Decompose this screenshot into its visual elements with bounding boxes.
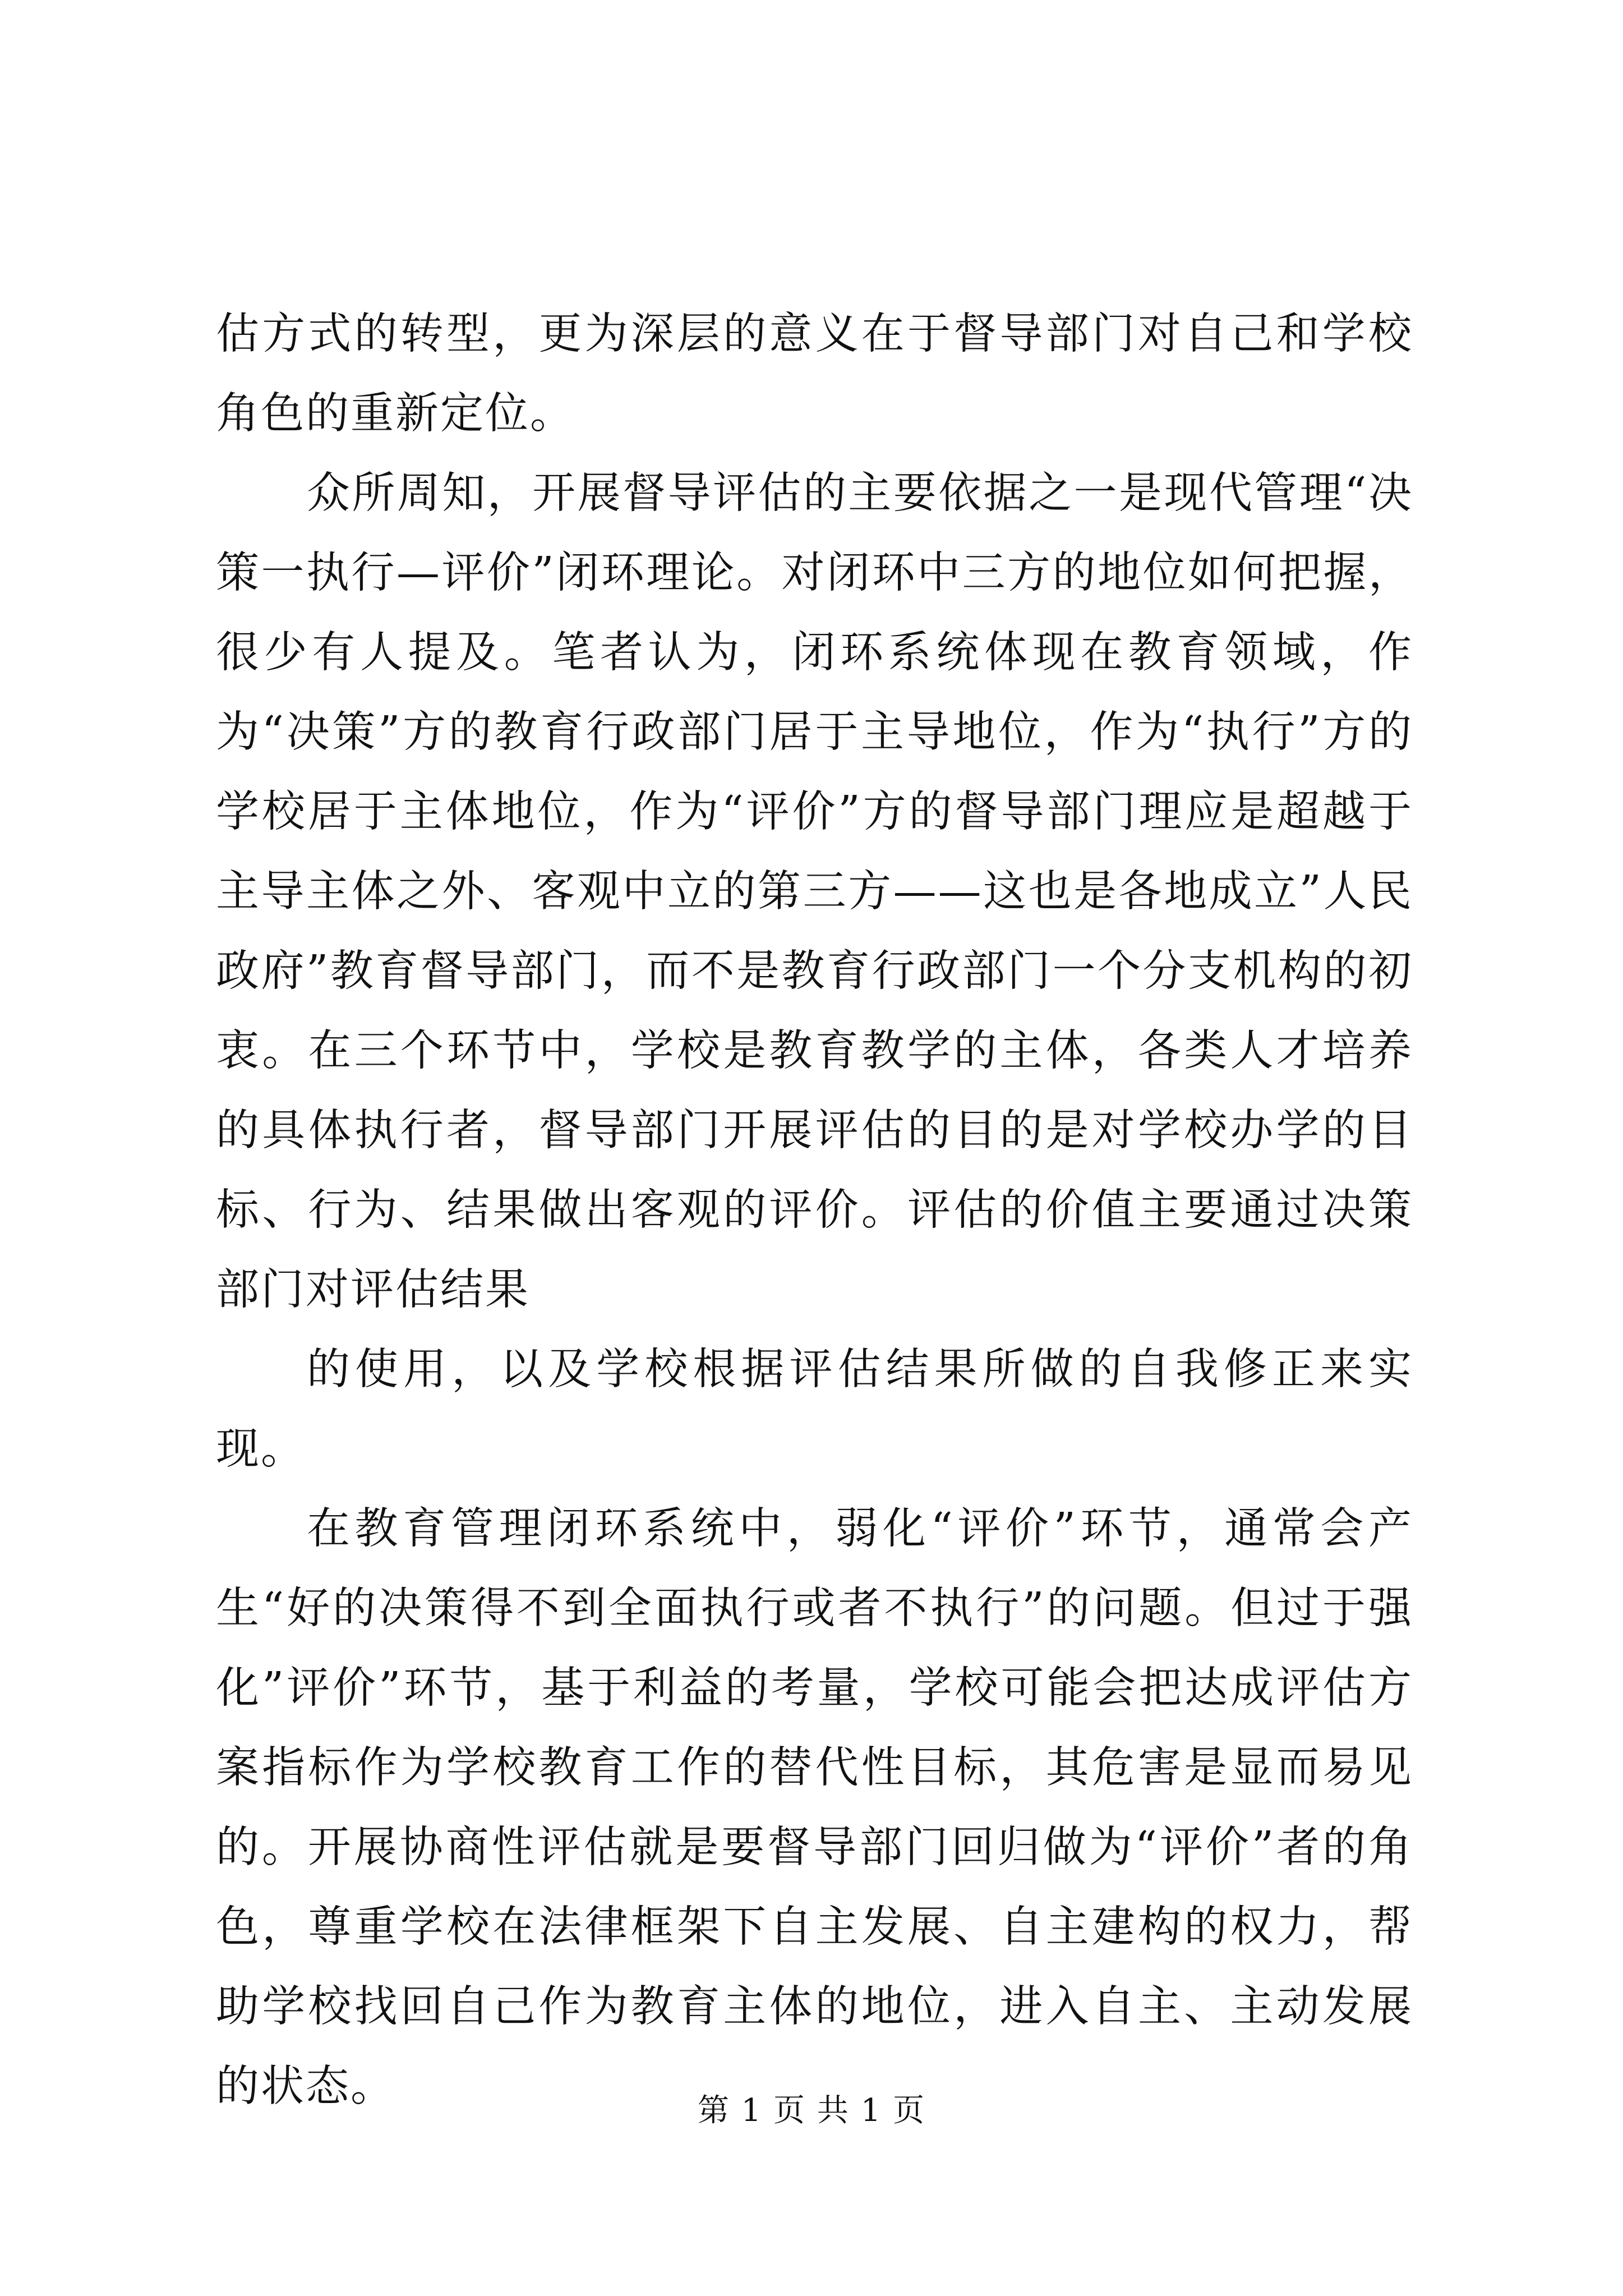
document-body [216,295,1413,2127]
paragraph-closed-loop-theory: 众所周知，开展督导评估的主要依据之一是现代管理“决策一执行—评价”闭环理论。对闭环中三方的地位如何把握，很少有人提及。笔者认为，闭环系统体现在教育领域，作为“决策”方的教育行政部门居于主导地位，作为“执行”方的学校居于主体地位，作为“评价”方的督导部门理应是超越于主导主体之外、客观中立的第三方——这也是各地成立”人民政府”教育督导部门，而不是教育行政部门一个分支机构的初衷。在三个环节中，学校是教育教学的主体，各类人才培养的具体执行者，督导部门开展评估的目的是对学校办学的目标、行为、结果做出客观的评价。评估的价值主要通过决策部门对评估结果 [216,468,1413,1315]
paragraph-evaluation-usage: 的使用，以及学校根据评估结果所做的自我修正来实现。 [216,1345,1413,1474]
paragraph-negotiated-evaluation: 在教育管理闭环系统中，弱化“评价”环节，通常会产生“好的决策得不到全面执行或者不执行”的问题。但过于强化”评价”环节，基于利益的考量，学校可能会把达成评估方案指标作为学校教育工作的替代性目标，其危害是显而易见的。开展协商性评估就是要督导部门回归做为“评价”者的角色，尊重学校在法律框架下自主发展、自主建构的权力，帮助学校找回自己作为教育主体的地位，进入自主、主动发展的状态。 [216,1504,1413,2111]
page-footer: 第 1 页 共 1 页 [697,2092,926,2129]
paragraph-continuation: 估方式的转型，更为深层的意义在于督导部门对自己和学校角色的重新定位。 [216,309,1413,439]
